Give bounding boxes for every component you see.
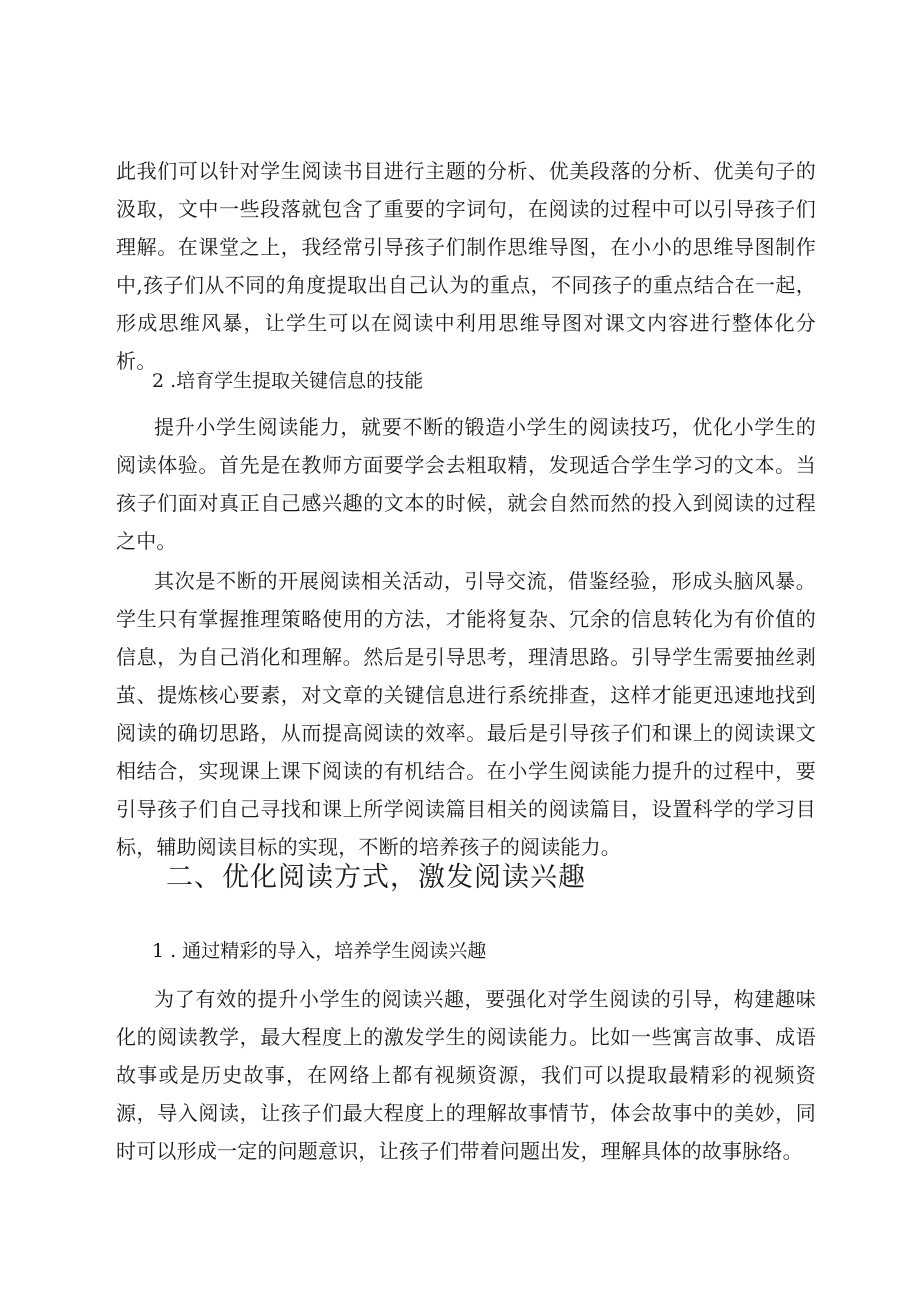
paragraph-continued: 此我们可以针对学生阅读书目进行主题的分析、优美段落的分析、优美句子的汲取，文中一些段落就包含了重要的字词句，在阅读的过程中可以引导孩子们理解。在课堂之上，我经常引导孩子们制作思维导图，在小小的思维导图制作中,孩子们从不同的角度提取出自己认为的重点，不同孩子的重点结合在一起，形成思维风暴，让学生可以在阅读中利用思维导图对课文内容进行整体化分析。	[116, 159, 816, 373]
section-heading-optimize-reading: 二、优化阅读方式，激发阅读兴趣	[166, 862, 586, 893]
subheading-introduction-interest: 1 . 通过精彩的导入，培养学生阅读兴趣	[152, 940, 487, 962]
paragraph-reading-interest: 为了有效的提升小学生的阅读兴趣，要强化对学生阅读的引导，构建趣味化的阅读教学，最大程度上的激发学生的阅读能力。比如一些寓言故事、成语故事或是历史故事，在网络上都有视频资源，我们可以提取最精彩的视频资源，导入阅读，让孩子们最大程度上的理解故事情节，体会故事中的美妙，同时可以形成一定的问题意识，让孩子们带着问题出发，理解具体的故事脉络。	[116, 987, 816, 1163]
subheading-extract-key-info: 2 .培育学生提取关键信息的技能	[152, 370, 424, 392]
paragraph-reading-skills: 提升小学生阅读能力，就要不断的锻造小学生的阅读技巧，优化小学生的阅读体验。首先是在教师方面要学会去粗取精，发现适合学生学习的文本。当孩子们面对真正自己感兴趣的文本的时候，就会自然而然的投入到阅读的过程之中。	[116, 415, 816, 553]
paragraph-reading-activities: 其次是不断的开展阅读相关活动，引导交流，借鉴经验，形成头脑风暴。学生只有掌握推理策略使用的方法，才能将复杂、冗余的信息转化为有价值的信息，为自己消化和理解。然后是引导思考，理清思路。引导学生需要抽丝剥茧、提炼核心要素，对文章的关键信息进行系统排查，这样才能更迅速地找到阅读的确切思路，从而提高阅读的效率。最后是引导孩子们和课上的阅读课文相结合，实现课上课下阅读的有机结合。在小学生阅读能力提升的过程中，要引导孩子们自己寻找和课上所学阅读篇目相关的阅读篇目，设置科学的学习目标，辅助阅读目标的实现，不断的培养孩子的阅读能力。	[116, 569, 816, 859]
